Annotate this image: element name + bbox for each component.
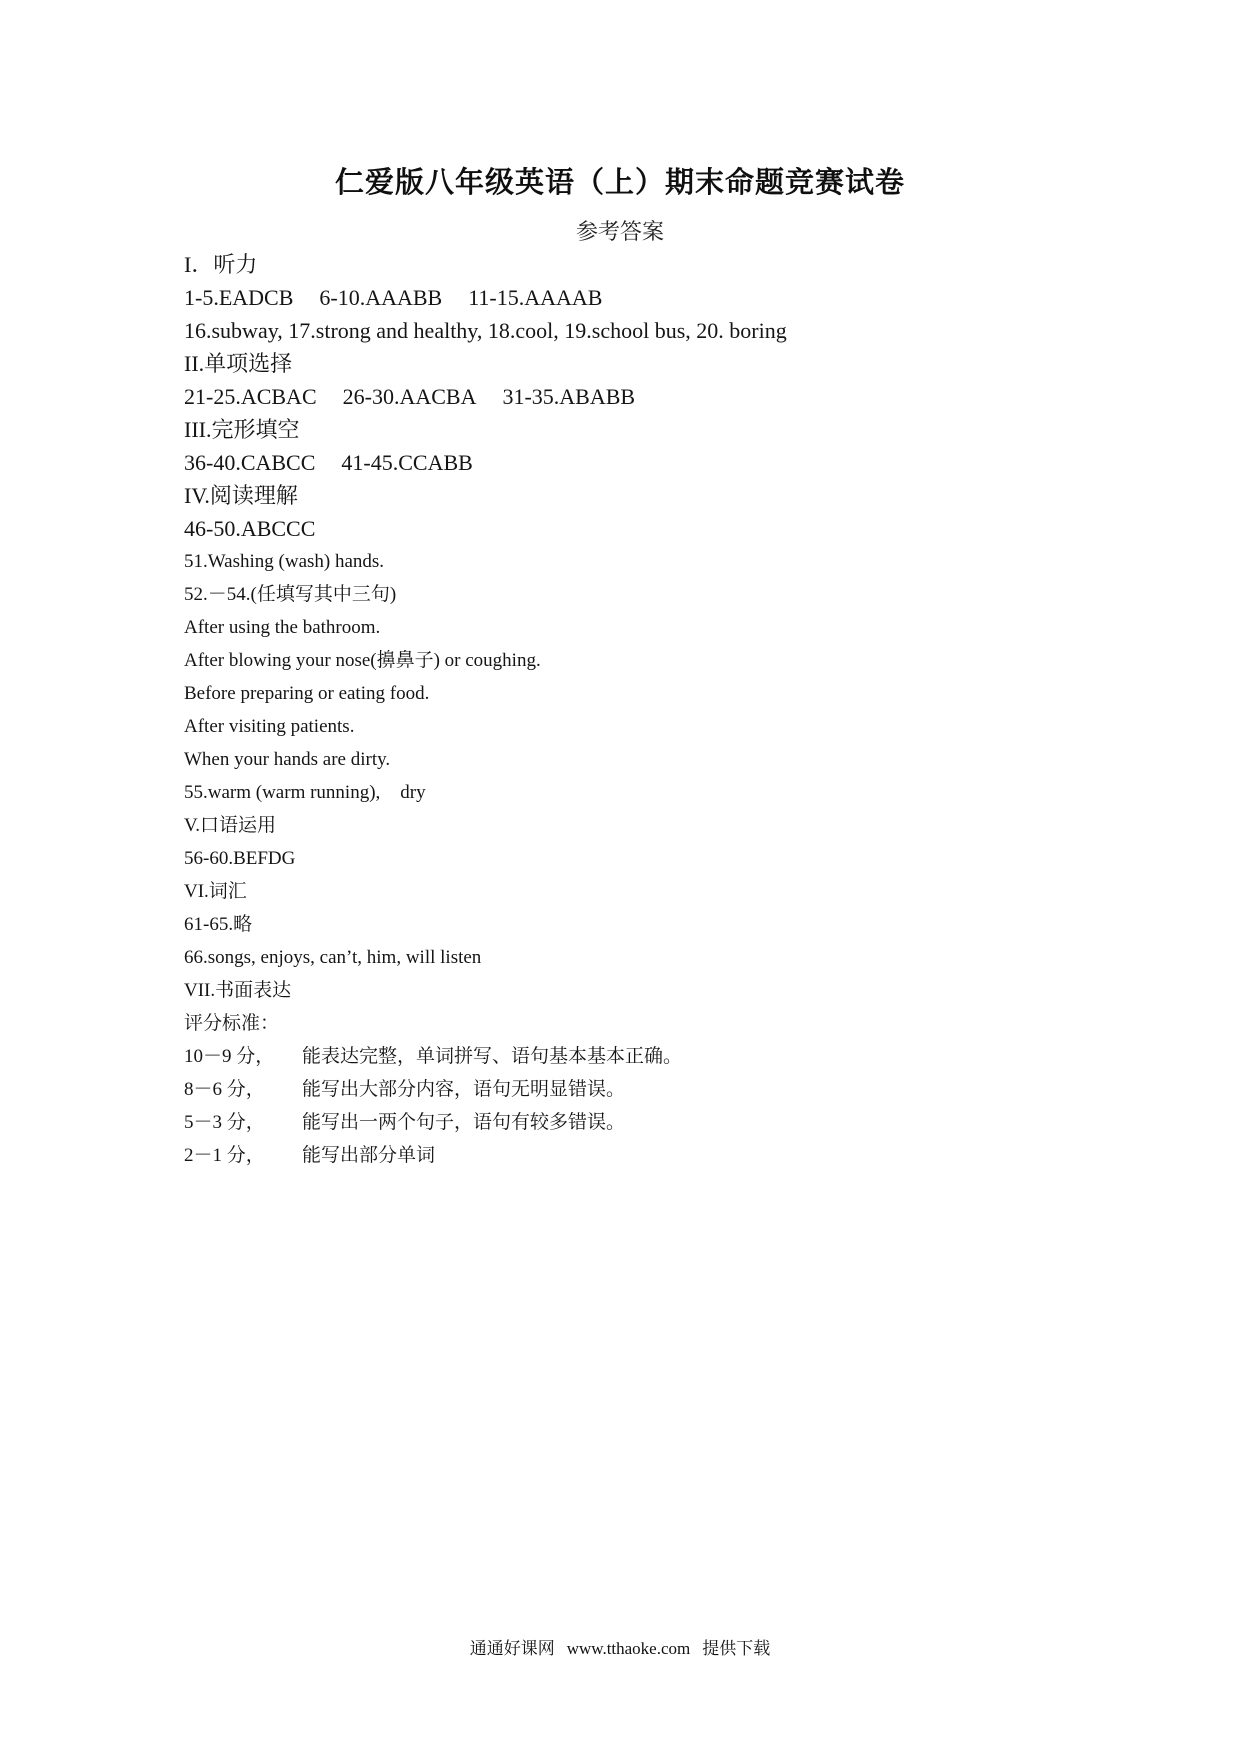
criteria-points: 5－3 分， [184,1112,265,1133]
section-heading-oral: V.口语运用 [184,815,277,836]
document-subtitle: 参考答案 [575,220,664,245]
answer-q61-65: 61-65.略 [184,914,253,935]
answer-group: 11-15.AAAAB [468,285,603,310]
criteria-desc: 能写出部分单词 [302,1145,436,1166]
answer-row-reading: 46-50.ABCCC [184,516,316,541]
criteria-desc: 能写出一两个句子，语句有较多错误。 [302,1112,626,1133]
criteria-row [184,1040,1084,1073]
answer-sentence: Before preparing or eating food. [184,683,430,704]
answer-group: 41-45.CCABB [341,450,473,475]
answer-group: 26-30.AACBA [342,384,477,409]
section-heading-vocabulary: VI.词汇 [184,881,247,902]
answer-content [184,248,1084,1172]
footer-url: www.tthaoke.com [566,1639,691,1658]
criteria-desc: 能表达完整，单词拼写、语句基本基本正确。 [302,1046,683,1067]
document-title: 仁爱版八年级英语（上）期末命题竞赛试卷 [334,165,905,199]
answer-row-listening-blanks: 16.subway, 17.strong and healthy, 18.cool, 19.school bus, 20. boring [184,318,787,343]
page-footer [0,1634,1240,1659]
answer-sentence: After using the bathroom. [184,617,381,638]
answer-row-oral: 56-60.BEFDG [184,848,296,869]
footer-site-name: 通通好课网 [469,1639,555,1658]
answer-group: 1-5.EADCB [184,285,294,310]
section-heading-cloze: III.完形填空 [184,417,300,442]
answer-q66: 66.songs, enjoys, can’t, him, will listen [184,947,482,968]
criteria-label: 评分标准： [184,1013,280,1034]
answer-group: 6-10.AAABB [319,285,443,310]
footer-note: 提供下载 [702,1639,771,1658]
answer-sentence: When your hands are dirty. [184,749,391,770]
answer-row-listening [184,281,1084,314]
answer-sentence: After visiting patients. [184,716,355,737]
answer-row-single-choice [184,380,1084,413]
criteria-desc: 能写出大部分内容，语句无明显错误。 [302,1079,626,1100]
criteria-row [184,1106,1084,1139]
criteria-row [184,1139,1084,1172]
answer-group: 31-35.ABABB [502,384,636,409]
criteria-points: 10－9 分， [184,1046,275,1067]
criteria-points: 2－1 分， [184,1145,265,1166]
criteria-row [184,1073,1084,1106]
answer-group: 36-40.CABCC [184,450,316,475]
section-heading-writing: VII.书面表达 [184,980,292,1001]
section-heading-single-choice: II.单项选择 [184,351,293,376]
answer-q52-54-label: 52.－54.(任填写其中三句) [184,584,397,605]
criteria-points: 8－6 分， [184,1079,265,1100]
answer-row-cloze [184,446,1084,479]
answer-group: 21-25.ACBAC [184,384,317,409]
answer-q55: 55.warm (warm running), dry [184,782,426,803]
answer-sentence: After blowing your nose(擤鼻子) or coughing. [184,650,541,671]
section-heading-reading: IV.阅读理解 [184,483,298,508]
answer-q51: 51.Washing (wash) hands. [184,551,385,572]
section-heading-listening: I．听力 [184,252,258,277]
